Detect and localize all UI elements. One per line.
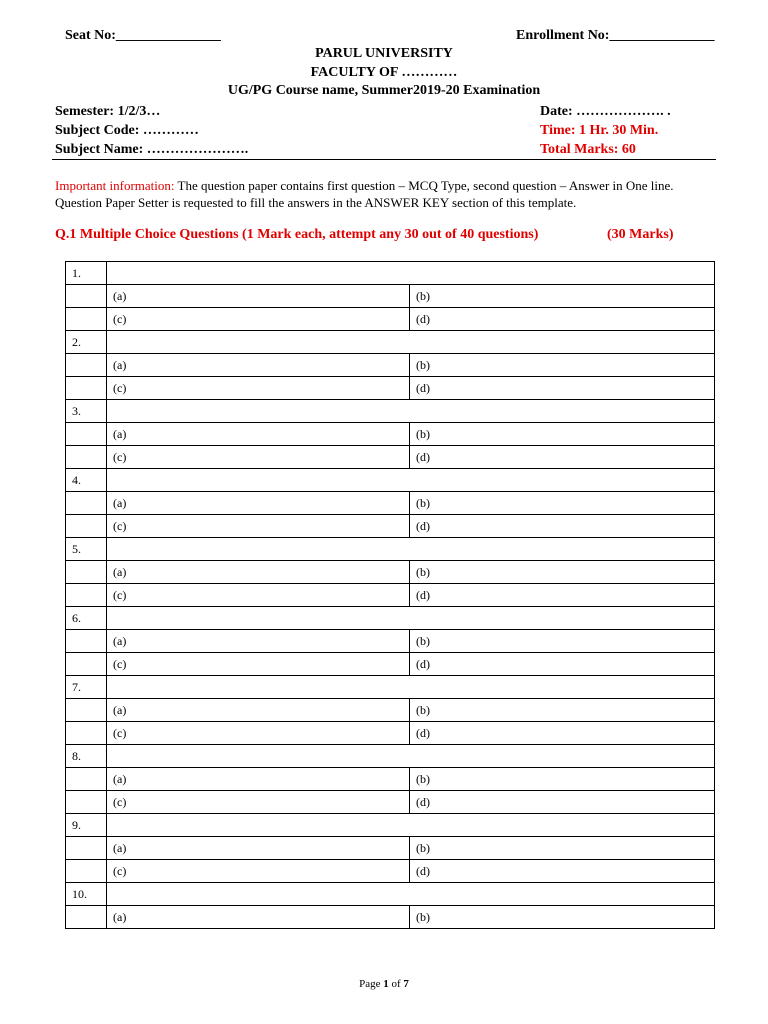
option-row — [66, 446, 715, 469]
time-field: Time: 1 Hr. 30 Min. — [540, 123, 659, 138]
option-row — [66, 630, 715, 653]
option-b-cell: (b) — [410, 837, 715, 860]
question-text-cell — [107, 262, 715, 285]
option-b-cell: (b) — [410, 354, 715, 377]
option-d-cell: (d) — [410, 377, 715, 400]
option-spacer-cell — [66, 515, 107, 538]
page-of: of — [388, 978, 404, 990]
q1-marks: (30 Marks) — [607, 227, 674, 242]
question-text-cell — [107, 400, 715, 423]
option-row — [66, 906, 715, 929]
question-text-cell — [107, 607, 715, 630]
option-c-cell: (c) — [107, 584, 410, 607]
faculty-line: FACULTY OF ………… — [310, 65, 458, 80]
option-c-cell: (c) — [107, 515, 410, 538]
question-number: 9. — [66, 814, 107, 837]
option-row — [66, 768, 715, 791]
question-row — [66, 538, 715, 561]
question-text-cell — [107, 814, 715, 837]
enrollment-no-field: Enrollment No:_______________ — [516, 28, 715, 43]
option-a-cell: (a) — [107, 354, 410, 377]
question-row — [66, 469, 715, 492]
date-field: Date: ………………. . — [540, 104, 671, 119]
question-row — [66, 676, 715, 699]
option-a-cell: (a) — [107, 492, 410, 515]
option-spacer-cell — [66, 860, 107, 883]
option-row — [66, 308, 715, 331]
important-info-line2: Question Paper Setter is requested to fill the answers in the ANSWER KEY section of this template. — [55, 195, 577, 210]
option-row — [66, 860, 715, 883]
university-name: PARUL UNIVERSITY — [315, 46, 453, 61]
option-d-cell: (d) — [410, 860, 715, 883]
option-b-cell: (b) — [410, 492, 715, 515]
question-text-cell — [107, 745, 715, 768]
page-total: 7 — [403, 978, 409, 990]
option-spacer-cell — [66, 791, 107, 814]
option-c-cell: (c) — [107, 791, 410, 814]
option-d-cell: (d) — [410, 791, 715, 814]
option-spacer-cell — [66, 906, 107, 929]
question-number: 3. — [66, 400, 107, 423]
option-c-cell: (c) — [107, 722, 410, 745]
subject-code-field: Subject Code: ………… — [55, 123, 199, 138]
option-row — [66, 492, 715, 515]
exam-title: UG/PG Course name, Summer2019-20 Examination — [227, 83, 541, 98]
question-text-cell — [107, 538, 715, 561]
option-a-cell: (a) — [107, 906, 410, 929]
option-spacer-cell — [66, 699, 107, 722]
option-b-cell: (b) — [410, 285, 715, 308]
option-c-cell: (c) — [107, 653, 410, 676]
question-text-cell — [107, 469, 715, 492]
option-row — [66, 722, 715, 745]
question-number: 2. — [66, 331, 107, 354]
question-number: 10. — [66, 883, 107, 906]
page-current: 1 — [383, 978, 389, 990]
option-row — [66, 584, 715, 607]
option-spacer-cell — [66, 630, 107, 653]
option-d-cell: (d) — [410, 446, 715, 469]
option-a-cell: (a) — [107, 561, 410, 584]
question-row — [66, 331, 715, 354]
option-row — [66, 653, 715, 676]
option-row — [66, 354, 715, 377]
seat-no-field: Seat No:_______________ — [65, 28, 221, 43]
option-d-cell: (d) — [410, 722, 715, 745]
page-prefix: Page — [359, 978, 384, 990]
option-row — [66, 423, 715, 446]
option-row — [66, 791, 715, 814]
option-row — [66, 561, 715, 584]
option-a-cell: (a) — [107, 837, 410, 860]
option-c-cell: (c) — [107, 377, 410, 400]
question-text-cell — [107, 676, 715, 699]
option-b-cell: (b) — [410, 699, 715, 722]
option-c-cell: (c) — [107, 446, 410, 469]
option-a-cell: (a) — [107, 699, 410, 722]
header-divider — [52, 159, 716, 160]
page-footer — [0, 978, 768, 990]
question-number: 6. — [66, 607, 107, 630]
option-c-cell: (c) — [107, 860, 410, 883]
option-b-cell: (b) — [410, 423, 715, 446]
option-spacer-cell — [66, 561, 107, 584]
question-row — [66, 745, 715, 768]
option-row — [66, 699, 715, 722]
question-text-cell — [107, 883, 715, 906]
option-spacer-cell — [66, 308, 107, 331]
important-info-line1 — [55, 178, 674, 194]
option-row — [66, 285, 715, 308]
option-spacer-cell — [66, 285, 107, 308]
option-spacer-cell — [66, 492, 107, 515]
option-spacer-cell — [66, 423, 107, 446]
subject-name-field: Subject Name: …………………. — [55, 142, 249, 157]
question-number: 5. — [66, 538, 107, 561]
option-spacer-cell — [66, 768, 107, 791]
option-d-cell: (d) — [410, 653, 715, 676]
option-d-cell: (d) — [410, 515, 715, 538]
option-spacer-cell — [66, 653, 107, 676]
question-number: 7. — [66, 676, 107, 699]
important-info-label: Important information: — [55, 178, 175, 193]
option-b-cell: (b) — [410, 768, 715, 791]
option-spacer-cell — [66, 446, 107, 469]
question-row — [66, 814, 715, 837]
semester-field: Semester: 1/2/3… — [55, 104, 161, 119]
option-a-cell: (a) — [107, 630, 410, 653]
option-b-cell: (b) — [410, 630, 715, 653]
question-number: 1. — [66, 262, 107, 285]
total-marks-field: Total Marks: 60 — [540, 142, 636, 157]
question-text-cell — [107, 331, 715, 354]
question-number: 4. — [66, 469, 107, 492]
option-spacer-cell — [66, 584, 107, 607]
option-a-cell: (a) — [107, 423, 410, 446]
mcq-table — [65, 261, 715, 929]
important-info-text: The question paper contains first question – MCQ Type, second question – Answer in One line. — [174, 178, 674, 193]
option-a-cell: (a) — [107, 768, 410, 791]
option-d-cell: (d) — [410, 584, 715, 607]
option-spacer-cell — [66, 837, 107, 860]
option-c-cell: (c) — [107, 308, 410, 331]
question-row — [66, 607, 715, 630]
option-spacer-cell — [66, 722, 107, 745]
question-row — [66, 883, 715, 906]
question-row — [66, 400, 715, 423]
option-b-cell: (b) — [410, 906, 715, 929]
option-a-cell: (a) — [107, 285, 410, 308]
option-b-cell: (b) — [410, 561, 715, 584]
q1-title: Q.1 Multiple Choice Questions (1 Mark each, attempt any 30 out of 40 questions) — [55, 227, 539, 242]
option-row — [66, 515, 715, 538]
option-spacer-cell — [66, 354, 107, 377]
option-row — [66, 837, 715, 860]
option-row — [66, 377, 715, 400]
option-d-cell: (d) — [410, 308, 715, 331]
question-row — [66, 262, 715, 285]
question-number: 8. — [66, 745, 107, 768]
option-spacer-cell — [66, 377, 107, 400]
